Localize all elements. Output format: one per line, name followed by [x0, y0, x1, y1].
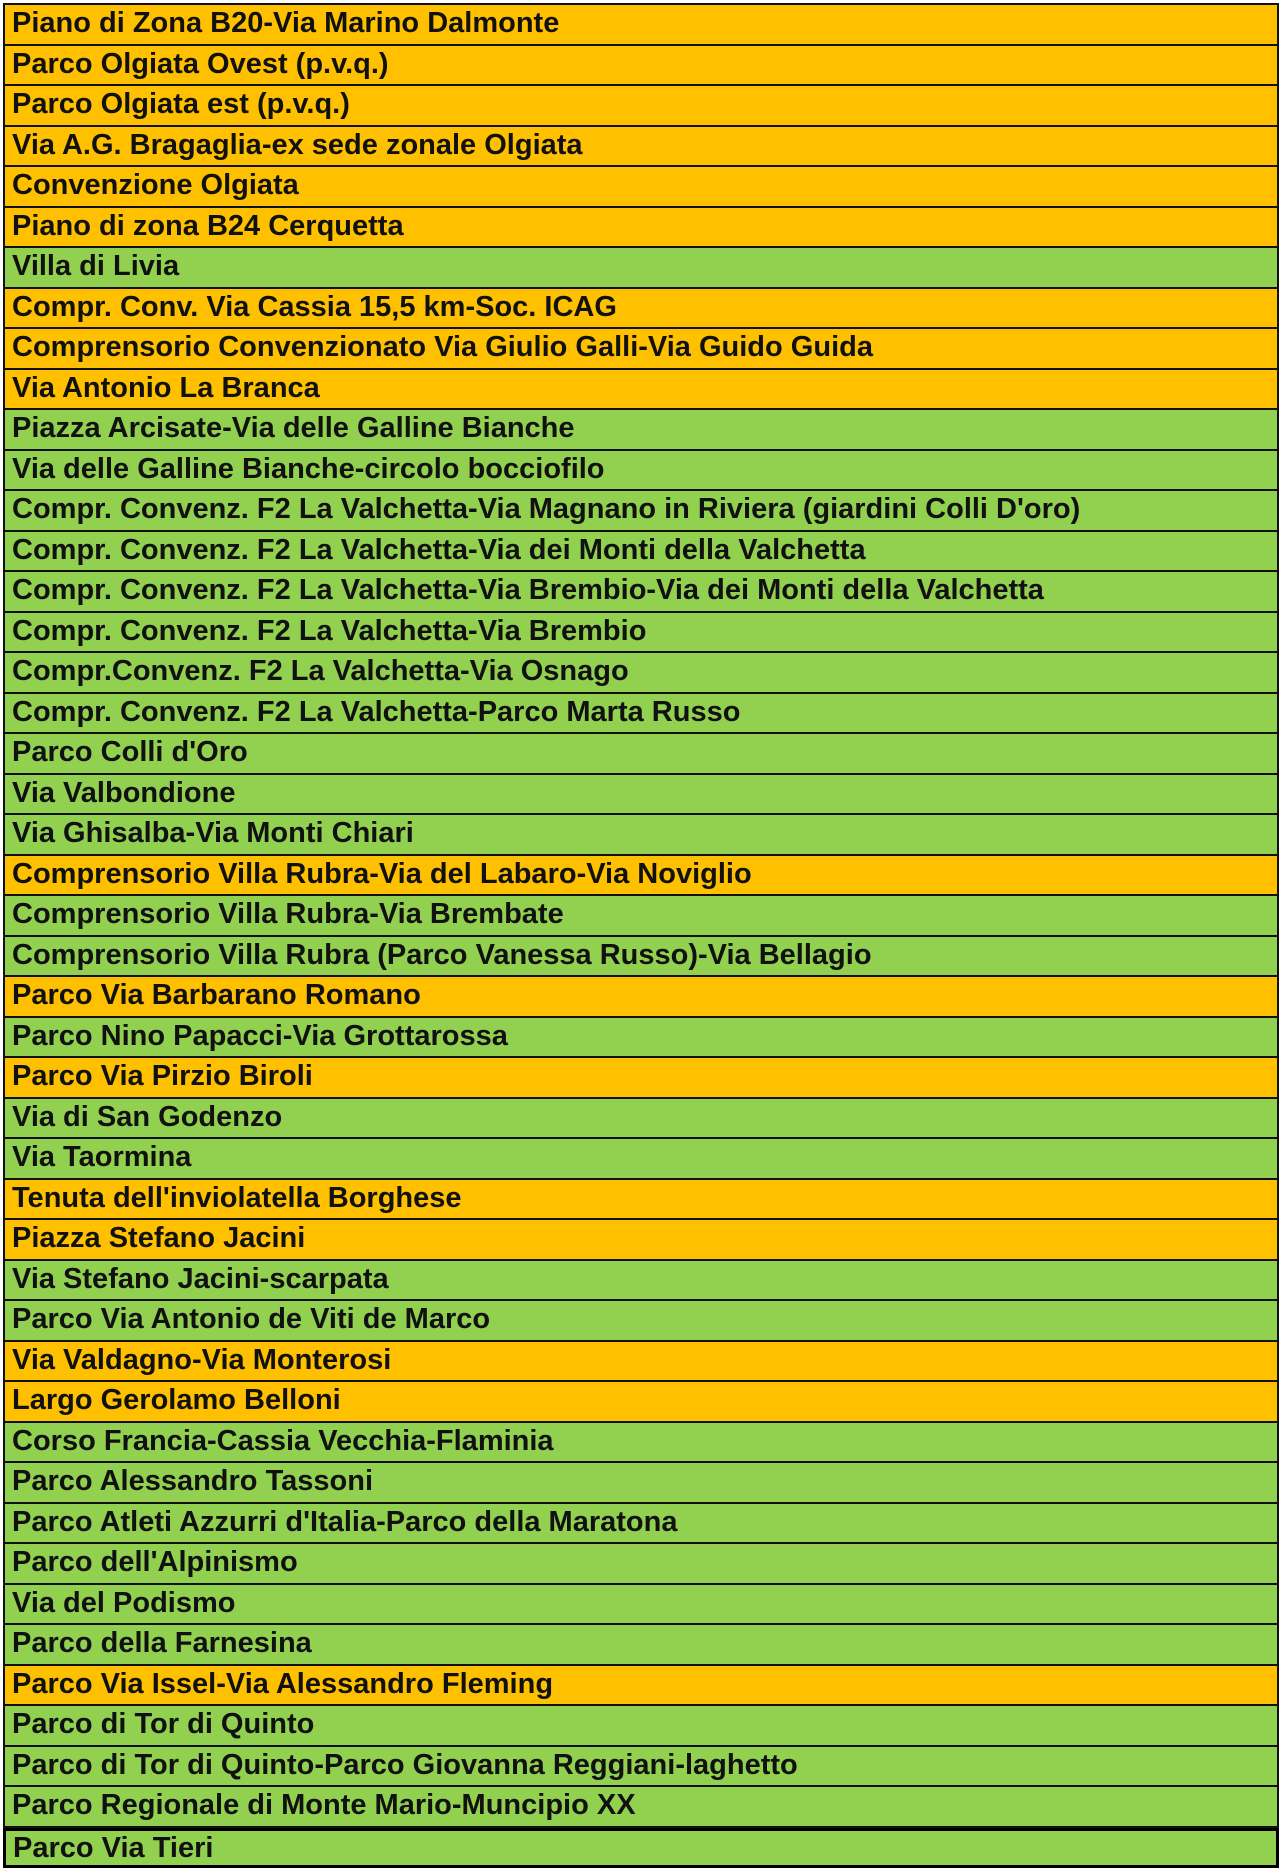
- table-row[interactable]: Compr. Conv. Via Cassia 15,5 km-Soc. ICAG: [3, 289, 1279, 330]
- table-row[interactable]: Comprensorio Villa Rubra-Via Brembate: [3, 896, 1279, 937]
- table-row[interactable]: Via Stefano Jacini-scarpata: [3, 1261, 1279, 1302]
- table-row[interactable]: Compr. Convenz. F2 La Valchetta-Parco Marta Russo: [3, 694, 1279, 735]
- table-row[interactable]: Compr.Convenz. F2 La Valchetta-Via Osnago: [3, 653, 1279, 694]
- table-row[interactable]: Via Valbondione: [3, 775, 1279, 816]
- table-row[interactable]: Compr. Convenz. F2 La Valchetta-Via dei Monti della Valchetta: [3, 532, 1279, 573]
- table-row[interactable]: Compr. Convenz. F2 La Valchetta-Via Magnano in Riviera (giardini Colli D'oro): [3, 491, 1279, 532]
- table-row[interactable]: Compr. Convenz. F2 La Valchetta-Via Brembio-Via dei Monti della Valchetta: [3, 572, 1279, 613]
- table-row[interactable]: Parco Via Tieri: [3, 1828, 1279, 1869]
- table-row[interactable]: Parco Via Antonio de Viti de Marco: [3, 1301, 1279, 1342]
- table-row[interactable]: Parco Via Pirzio Biroli: [3, 1058, 1279, 1099]
- table-row[interactable]: Villa di Livia: [3, 248, 1279, 289]
- table-row[interactable]: Parco Olgiata est (p.v.q.): [3, 86, 1279, 127]
- table-row[interactable]: Comprensorio Convenzionato Via Giulio Galli-Via Guido Guida: [3, 329, 1279, 370]
- table-row[interactable]: Parco Regionale di Monte Mario-Muncipio XX: [3, 1787, 1279, 1828]
- table-row[interactable]: Piazza Stefano Jacini: [3, 1220, 1279, 1261]
- table-row[interactable]: Parco della Farnesina: [3, 1625, 1279, 1666]
- table-row[interactable]: Via Ghisalba-Via Monti Chiari: [3, 815, 1279, 856]
- table-row[interactable]: Parco Via Issel-Via Alessandro Fleming: [3, 1666, 1279, 1707]
- table-row[interactable]: Via Antonio La Branca: [3, 370, 1279, 411]
- table-row[interactable]: Piano di Zona B20-Via Marino Dalmonte: [3, 5, 1279, 46]
- table-row[interactable]: Comprensorio Villa Rubra-Via del Labaro-Via Noviglio: [3, 856, 1279, 897]
- table-row[interactable]: Convenzione Olgiata: [3, 167, 1279, 208]
- table-row[interactable]: Piano di zona B24 Cerquetta: [3, 208, 1279, 249]
- table-row[interactable]: Parco Atleti Azzurri d'Italia-Parco della Maratona: [3, 1504, 1279, 1545]
- table-row[interactable]: Via di San Godenzo: [3, 1099, 1279, 1140]
- table-row[interactable]: Via Taormina: [3, 1139, 1279, 1180]
- table-row[interactable]: Compr. Convenz. F2 La Valchetta-Via Brembio: [3, 613, 1279, 654]
- table-row[interactable]: Parco Olgiata Ovest (p.v.q.): [3, 46, 1279, 87]
- table-row[interactable]: Piazza Arcisate-Via delle Galline Bianche: [3, 410, 1279, 451]
- table-row[interactable]: Parco Colli d'Oro: [3, 734, 1279, 775]
- table-row[interactable]: Parco dell'Alpinismo: [3, 1544, 1279, 1585]
- table-row[interactable]: Tenuta dell'inviolatella Borghese: [3, 1180, 1279, 1221]
- table-row[interactable]: Corso Francia-Cassia Vecchia-Flaminia: [3, 1423, 1279, 1464]
- table-row[interactable]: Via Valdagno-Via Monterosi: [3, 1342, 1279, 1383]
- table-row[interactable]: Via A.G. Bragaglia-ex sede zonale Olgiata: [3, 127, 1279, 168]
- table-row[interactable]: Via delle Galline Bianche-circolo bocciofilo: [3, 451, 1279, 492]
- table-row[interactable]: Parco di Tor di Quinto-Parco Giovanna Reggiani-laghetto: [3, 1747, 1279, 1788]
- table-row[interactable]: Parco di Tor di Quinto: [3, 1706, 1279, 1747]
- table-row[interactable]: Parco Via Barbarano Romano: [3, 977, 1279, 1018]
- table-row[interactable]: Via del Podismo: [3, 1585, 1279, 1626]
- table-row[interactable]: Largo Gerolamo Belloni: [3, 1382, 1279, 1423]
- table-row[interactable]: Parco Alessandro Tassoni: [3, 1463, 1279, 1504]
- table-row[interactable]: Comprensorio Villa Rubra (Parco Vanessa Russo)-Via Bellagio: [3, 937, 1279, 978]
- spreadsheet-table: [3, 3, 1279, 1868]
- table-row[interactable]: Parco Nino Papacci-Via Grottarossa: [3, 1018, 1279, 1059]
